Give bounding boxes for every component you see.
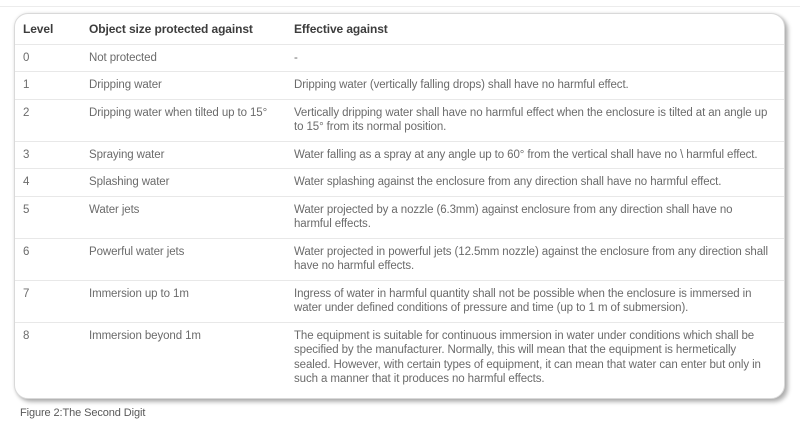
object-size-cell: Dripping water when tilted up to 15°	[89, 106, 268, 119]
level-cell: 2	[23, 106, 30, 119]
effective-cell: Water projected in powerful jets (12.5mm nozzle) against the enclosure from any direction shall have no harmful effects.	[294, 245, 768, 272]
object-size-cell: Immersion beyond 1m	[89, 329, 201, 342]
table-row-level-2	[15, 100, 784, 142]
effective-cell: Dripping water (vertically falling drops) shall have no harmful effect.	[294, 79, 629, 91]
object-size-cell: Water jets	[89, 203, 140, 216]
figure-table-card	[14, 13, 785, 399]
object-size-cell: Spraying water	[89, 148, 165, 161]
table-row-level-6	[15, 239, 784, 281]
figure-caption: Figure 2:The Second Digit	[20, 407, 146, 419]
level-cell: 8	[23, 329, 30, 342]
level-cell: 1	[23, 79, 30, 91]
object-size-cell: Not protected	[89, 51, 157, 64]
table-row-level-7	[15, 281, 784, 323]
header-effective: Effective against	[294, 22, 388, 36]
level-cell: 6	[23, 245, 30, 258]
effective-cell: Vertically dripping water shall have no harmful effect when the enclosure is tilted at an angle up to 15° from its normal position.	[294, 106, 768, 133]
level-cell: 5	[23, 203, 30, 216]
level-cell: 3	[23, 148, 30, 161]
table-row-level-4	[15, 169, 784, 197]
table-row-level-8	[15, 323, 784, 393]
top-divider	[0, 6, 800, 7]
effective-cell: Ingress of water in harmful quantity shall not be possible when the enclosure is immersed in water under defined conditions of pressure and time (up to 1 m of submersion).	[294, 287, 752, 314]
effective-cell: -	[294, 51, 298, 64]
object-size-cell: Immersion up to 1m	[89, 287, 189, 300]
effective-cell: Water splashing against the enclosure from any direction shall have no harmful effect.	[294, 176, 722, 188]
level-cell: 7	[23, 287, 30, 300]
level-cell: 4	[23, 176, 30, 188]
header-object-size: Object size protected against	[89, 22, 253, 36]
table-header-row	[15, 14, 784, 45]
table-row-level-3	[15, 142, 784, 170]
effective-cell: The equipment is suitable for continuous immersion in water under conditions which shall be specified by the manufacturer. Normally, this will mean that the equipment is hermetically sealed. However, with certain types of equipment, it can mean that water can enter but only in such a manner that it produces no harmful effects.	[294, 329, 761, 385]
effective-cell: Water projected by a nozzle (6.3mm) against enclosure from any direction shall have no harmful effects.	[294, 203, 733, 230]
object-size-cell: Powerful water jets	[89, 245, 185, 258]
object-size-cell: Splashing water	[89, 176, 170, 188]
effective-cell: Water falling as a spray at any angle up to 60° from the vertical shall have no \ harmful effect.	[294, 148, 758, 161]
table-row-level-5	[15, 197, 784, 239]
object-size-cell: Dripping water	[89, 79, 162, 91]
level-cell: 0	[23, 51, 30, 64]
table-row-level-0	[15, 45, 784, 73]
table-row-level-1	[15, 72, 784, 100]
header-level: Level	[23, 22, 54, 36]
